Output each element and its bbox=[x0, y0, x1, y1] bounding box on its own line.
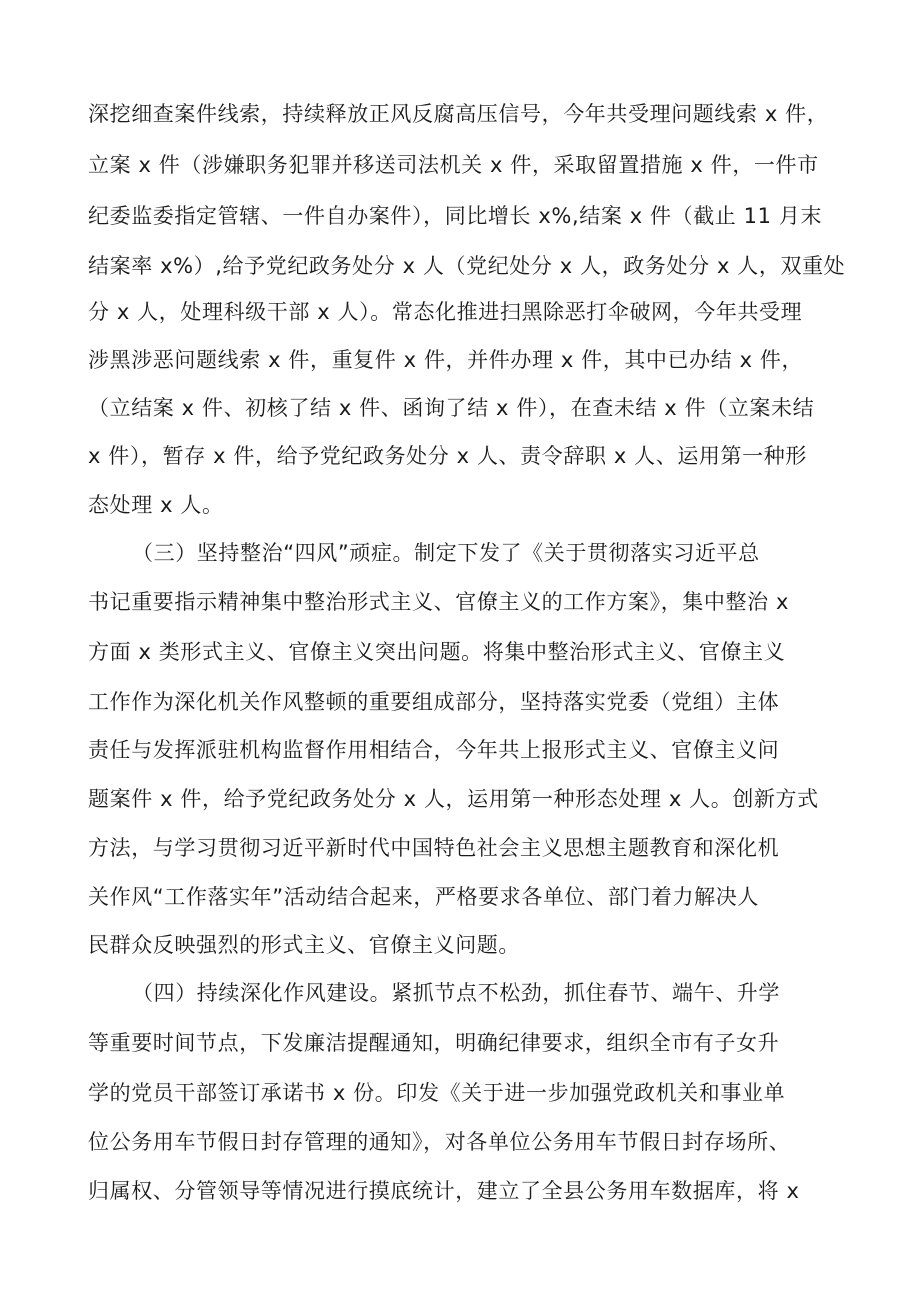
text-line: 民群众反映强烈的形式主义、官僚主义问题。 bbox=[88, 933, 520, 957]
text-line: 态处理 x 人。 bbox=[88, 493, 224, 517]
text-line: 责任与发挥派驻机构监督作用相结合，今年共上报形式主义、官僚主义问 bbox=[88, 738, 780, 762]
text-line: 方面 x 类形式主义、官僚主义突出问题。将集中整治形式主义、官僚主义 bbox=[88, 640, 786, 664]
text-line: 方法，与学习贯彻习近平新时代中国特色社会主义思想主题教育和深化机 bbox=[88, 836, 780, 860]
text-line: 题案件 x 件，给予党纪政务处分 x 人，运用第一种形态处理 x 人。创新方式 bbox=[88, 787, 819, 811]
text-line: 分 x 人，处理科级干部 x 人）。常态化推进扫黑除恶打伞破网，今年共受理 bbox=[88, 300, 803, 324]
paragraph-heading: （三）坚持整治“四风”顽症。制定下发了《关于贯彻落实习近平总 bbox=[132, 541, 760, 565]
text-line: 工作作为深化机关作风整顿的重要组成部分，坚持落实党委（党组）主体 bbox=[88, 690, 780, 714]
text-line: 关作风“工作落实年”活动结合起来，严格要求各单位、部门着力解决人 bbox=[88, 885, 759, 909]
text-line: x 件），暂存 x 件，给予党纪政务处分 x 人、责令辞职 x 人、运用第一种形 bbox=[88, 444, 807, 468]
text-line: 涉黑涉恶问题线索 x 件，重复件 x 件，并件办理 x 件，其中已办结 x 件， bbox=[88, 348, 804, 372]
text-line: 书记重要指示精神集中整治形式主义、官僚主义的工作方案》，集中整治 x bbox=[88, 590, 789, 614]
text-line: 立案 x 件（涉嫌职务犯罪并移送司法机关 x 件，采取留置措施 x 件，一件市 bbox=[88, 153, 819, 177]
text-line: 学的党员干部签订承诺书 x 份。印发《关于进一步加强党政机关和事业单 bbox=[88, 1081, 786, 1105]
text-line: 等重要时间节点，下发廉洁提醒通知，明确纪律要求，组织全市有子女升 bbox=[88, 1031, 780, 1055]
text-line: 位公务用车节假日封存管理的通知》，对各单位公务用车节假日封存场所、 bbox=[88, 1130, 791, 1154]
text-line: 结案率 x%）,给予党纪政务处分 x 人（党纪处分 x 人，政务处分 x 人，双重处 bbox=[88, 254, 846, 278]
paragraph-heading: （四）持续深化作风建设。紧抓节点不松劲，抓住春节、端午、升学 bbox=[132, 981, 780, 1005]
text-line: 深挖细查案件线索，持续释放正风反腐高压信号，今年共受理问题线索 x 件， bbox=[88, 102, 829, 126]
text-line: 归属权、分管领导等情况进行摸底统计，建立了全县公务用车数据库，将 x bbox=[88, 1179, 800, 1203]
text-line: 纪委监委指定管辖、一件自办案件），同比增长 x%,结案 x 件（截止 11 月末 bbox=[88, 204, 823, 228]
text-line: （立结案 x 件、初核了结 x 件、函询了结 x 件），在查未结 x 件（立案未结 bbox=[88, 396, 815, 420]
